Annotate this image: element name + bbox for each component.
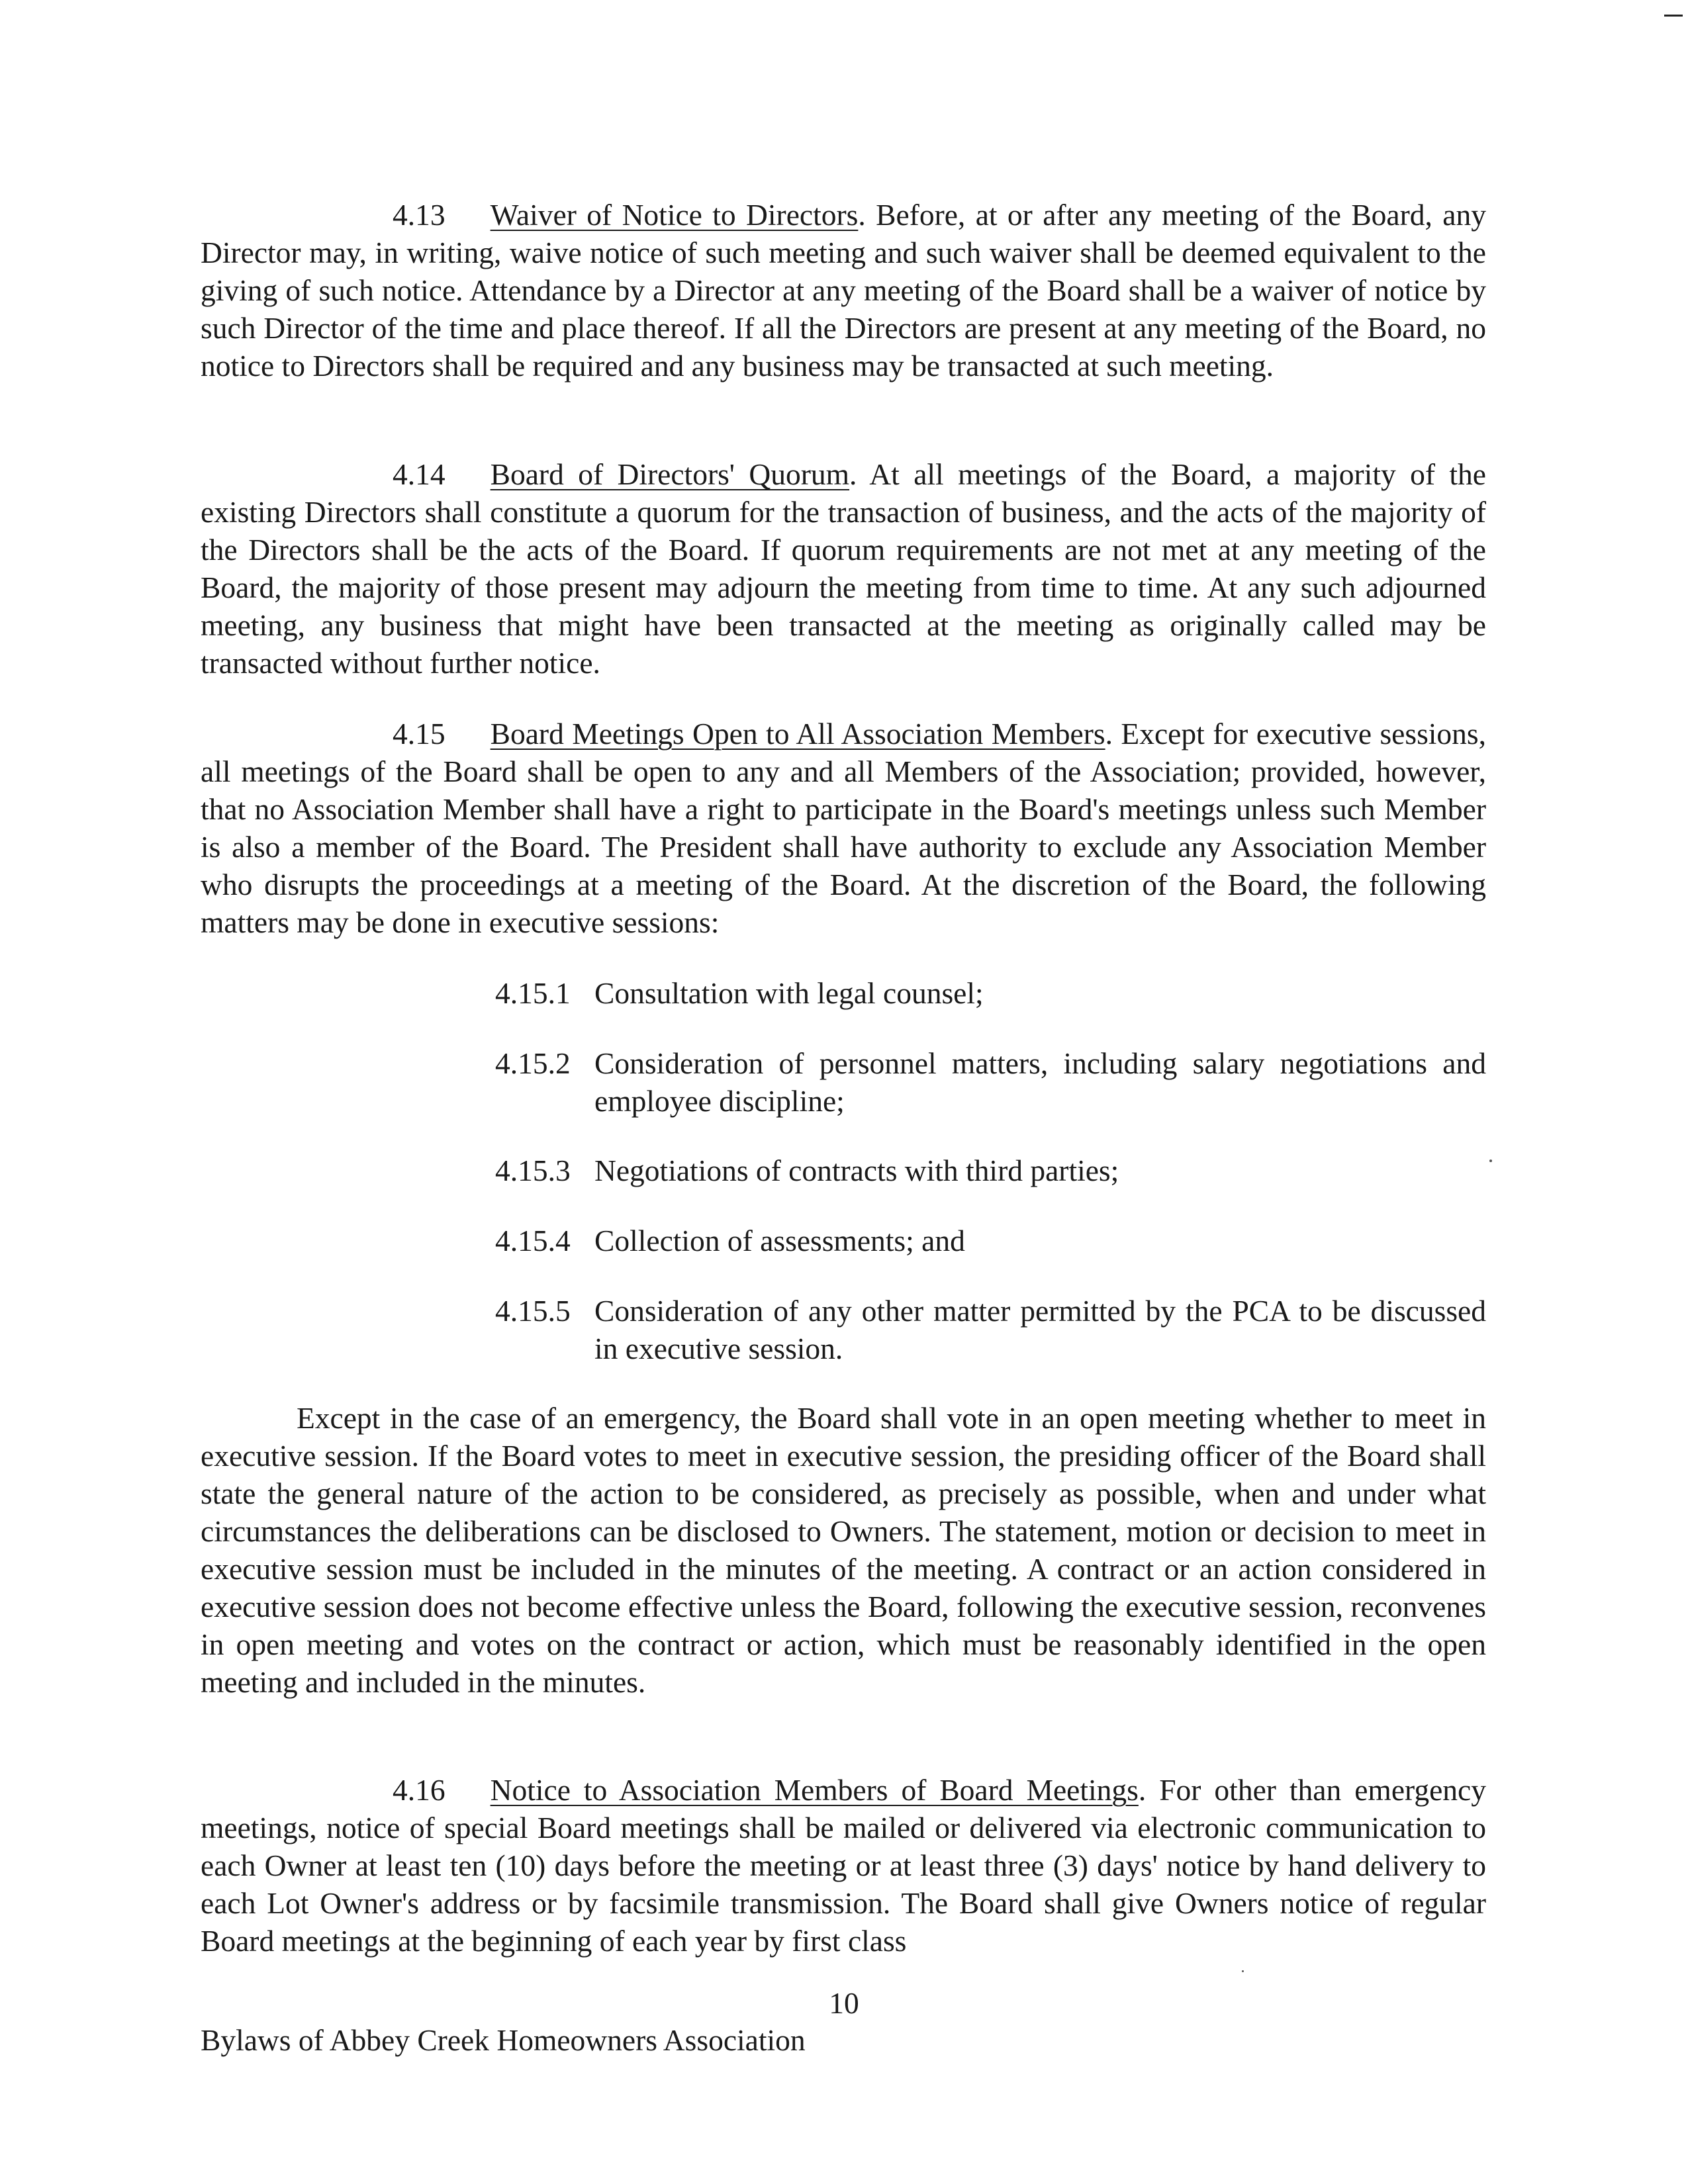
section-4-14 <box>201 455 1486 682</box>
item-text: Consideration of personnel matters, including salary negotiations and employee discipline; <box>594 1046 1486 1118</box>
section-heading: Board of Directors' Quorum <box>490 457 850 491</box>
page-number: 10 <box>829 1986 859 2020</box>
list-item <box>495 974 1486 1012</box>
section-text: . For other than emergency meetings, notice of special Board meetings shall be mailed or delivered via electronic communication to each Owner at least ten (10) days before the meeting or at least three (3) days' notice by hand delivery to each Lot Owner's address or by facsimile transmission. The Board shall give Owners notice of regular Board meetings at the beginning of each year by first class <box>201 1773 1486 1958</box>
section-4-16 <box>201 1771 1486 1960</box>
item-number: 4.15.5 <box>495 1294 571 1328</box>
scan-speck <box>1489 1160 1492 1162</box>
list-item <box>495 1222 1486 1259</box>
section-text: . At all meetings of the Board, a majority of the existing Directors shall constitute a quorum for the transaction of business, and the acts of the majority of the Directors shall be the acts of the Board. If quorum requirements are not met at any meeting of the Board, the majority of those present may adjourn the meeting from time to time. At any such adjourned meeting, any business that might have been transacted at the meeting as originally called may be transacted without further notice. <box>201 457 1486 680</box>
document-footer: Bylaws of Abbey Creek Homeowners Association <box>201 2023 806 2057</box>
section-heading: Waiver of Notice to Directors <box>490 198 859 232</box>
item-text: Consultation with legal counsel; <box>594 976 984 1010</box>
item-number: 4.15.4 <box>495 1224 571 1257</box>
section-heading: Notice to Association Members of Board Meetings <box>490 1773 1139 1807</box>
item-text: Consideration of any other matter permitted by the PCA to be discussed in executive session. <box>594 1294 1486 1365</box>
section-heading: Board Meetings Open to All Association Members <box>490 717 1105 751</box>
list-item <box>495 1152 1486 1189</box>
section-4-13 <box>201 196 1486 385</box>
item-text: Collection of assessments; and <box>594 1224 965 1257</box>
section-number: 4.14 <box>393 457 445 491</box>
scan-mark <box>1664 15 1683 17</box>
section-text: . Before, at or after any meeting of the Board, any Director may, in writing, waive notice of such meeting and such waiver shall be deemed equivalent to the giving of such notice. Attendance by a Director at any meeting of the Board shall be a waiver of notice by such Director of the time and place thereof. If all the Directors are present at any meeting of the Board, no notice to Directors shall be required and any business may be transacted at such meeting. <box>201 198 1486 383</box>
item-number: 4.15.2 <box>495 1046 571 1080</box>
item-number: 4.15.1 <box>495 976 571 1010</box>
item-text: Negotiations of contracts with third parties; <box>594 1154 1119 1187</box>
section-text: . Except for executive sessions, all meetings of the Board shall be open to any and all Members of the Association; provided, however, that no Association Member shall have a right to participate in the Board's meetings unless such Member is also a member of the Board. The President shall have authority to exclude any Association Member who disrupts the proceedings at a meeting of the Board. At the discretion of the Board, the following matters may be done in executive sessions: <box>201 717 1487 939</box>
section-number: 4.13 <box>393 198 445 232</box>
list-item <box>495 1292 1486 1367</box>
list-item <box>495 1044 1486 1120</box>
section-number: 4.16 <box>393 1773 445 1807</box>
item-number: 4.15.3 <box>495 1154 571 1187</box>
section-4-15 <box>201 715 1486 941</box>
section-number: 4.15 <box>393 717 445 751</box>
executive-session-paragraph: Except in the case of an emergency, the Board shall vote in an open meeting whether to meet in executive session. If the Board votes to meet in executive session, the presiding officer of the Board shall state the general nature of the action to be considered, as precisely as possible, when and under what circumstances the deliberations can be disclosed to Owners. The statement, motion or decision to meet in executive session must be included in the minutes of the meeting. A contract or an action considered in executive session does not become effective unless the Board, following the executive session, reconvenes in open meeting and votes on the contract or action, which must be reasonably identified in the open meeting and included in the minutes. <box>201 1401 1486 1699</box>
scan-speck <box>1242 1970 1244 1972</box>
